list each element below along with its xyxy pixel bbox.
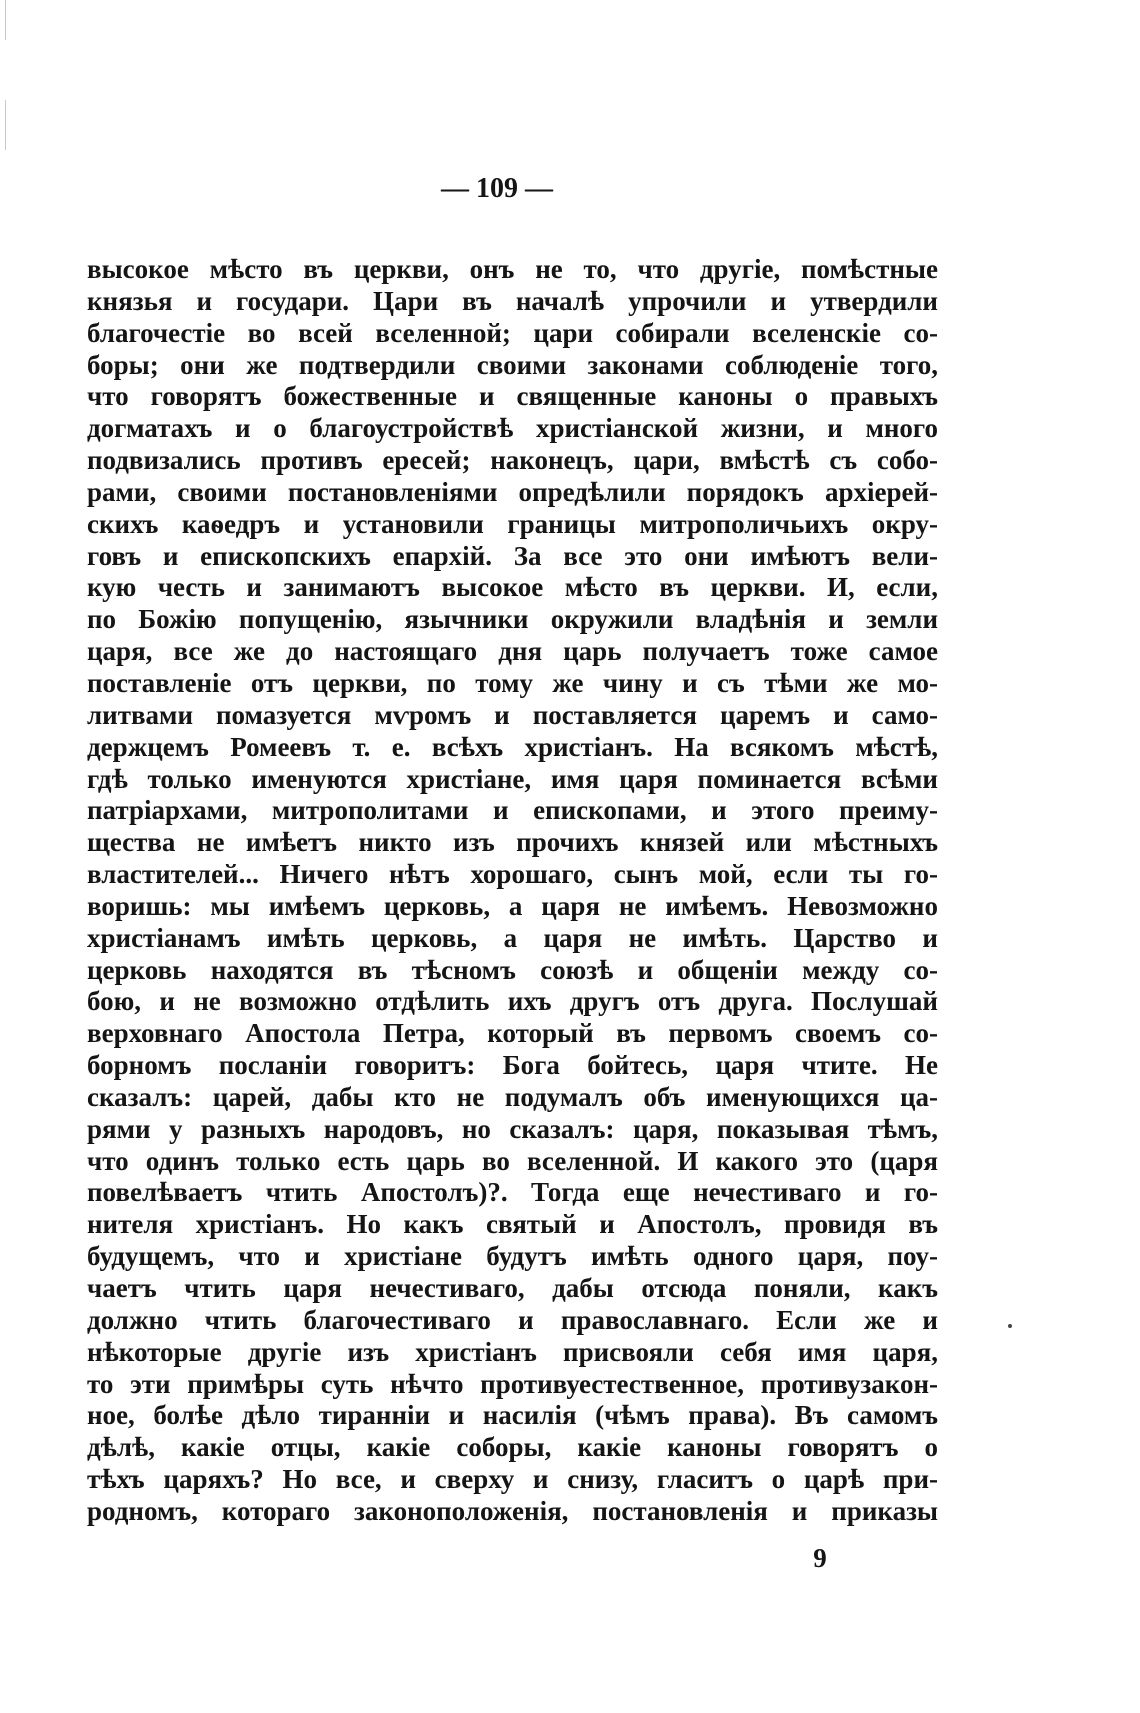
text-line — [87, 764, 938, 796]
text-line — [87, 445, 938, 477]
text-line — [87, 286, 938, 318]
text-line — [87, 1082, 938, 1114]
text-line — [87, 254, 938, 286]
text-line — [87, 1432, 938, 1464]
text-line-content: верховнаго Апостола Петра, который въ первомъ своемъ со- — [87, 1018, 938, 1049]
text-line-content: борномъ посланіи говоритъ: Бога бойтесь, царя чтите. Не — [87, 1050, 938, 1081]
text-line-content: что говорятъ божественные и священные каноны о правыхъ — [87, 381, 938, 412]
text-line-content: ное, болѣе дѣло тиранніи и насилія (чѣмъ права). Въ самомъ — [87, 1400, 938, 1431]
text-line-content: то эти примѣры суть нѣчто противуестественное, противузакон- — [87, 1368, 938, 1399]
text-line — [87, 350, 938, 382]
text-line-content: повелѣваетъ чтить Апостолъ)?. Тогда еще нечестиваго и го- — [87, 1177, 938, 1208]
text-line — [87, 668, 938, 700]
text-line — [87, 1273, 938, 1305]
text-line-content: сказалъ: царей, дабы кто не подумалъ объ именующихся ца- — [87, 1081, 938, 1112]
text-line-content: церковь находятся въ тѣсномъ союзѣ и общеніи между со- — [87, 954, 938, 985]
text-line-content: подвизались противъ ересей; наконецъ, цари, вмѣстѣ съ собо- — [87, 445, 938, 476]
text-line-content: литвами помазуется мѵромъ и поставляется царемъ и само- — [87, 699, 938, 730]
text-line — [87, 1496, 938, 1528]
text-line-content: догматахъ и о благоустройствѣ христіанской жизни, и много — [87, 413, 938, 444]
text-line-content: нѣкоторые другіе изъ христіанъ присвояли себя имя царя, — [87, 1336, 938, 1367]
text-line — [87, 1305, 938, 1337]
text-line-content: говъ и епископскихъ епархій. За все это они имѣютъ вели- — [87, 540, 938, 571]
text-line — [87, 859, 938, 891]
text-line-content: что одинъ только есть царь во вселенной. И какого это (царя — [87, 1145, 938, 1176]
text-line-content: чаетъ чтить царя нечестиваго, дабы отсюда поняли, какъ — [87, 1273, 938, 1303]
text-line — [87, 795, 938, 827]
text-line — [87, 477, 938, 509]
text-line-content: гдѣ только именуются христіане, имя царя поминается всѣми — [87, 763, 938, 794]
body-text — [87, 254, 938, 1528]
text-line — [87, 1337, 938, 1369]
text-line-content: по Божію попущенію, язычники окружили владѣнія и земли — [87, 604, 938, 635]
text-line — [87, 1050, 938, 1082]
text-line-content: должно чтить благочестиваго и православнаго. Если же и — [87, 1304, 938, 1335]
text-line-content: благочестіе во всей вселенной; цари собирали вселенскіе со- — [87, 317, 938, 348]
text-line — [87, 1018, 938, 1050]
text-line-content: щества не имѣетъ никто изъ прочихъ князей или мѣстныхъ — [87, 827, 938, 858]
page-number-header: — 109 — — [441, 173, 553, 204]
text-line — [87, 572, 938, 604]
text-line-content: бою, и не возможно отдѣлить ихъ другъ отъ друга. Послушай — [87, 986, 938, 1017]
text-line-content: нителя христіанъ. Но какъ святый и Апостолъ, провидя въ — [87, 1209, 938, 1240]
scan-edge-mark — [5, 100, 6, 150]
text-line-content: будущемъ, что и христіане будутъ имѣть одного царя, поу- — [87, 1241, 938, 1272]
text-line-content: дѣлѣ, какіе отцы, какіе соборы, какіе каноны говорятъ о — [87, 1432, 938, 1463]
text-line — [87, 891, 938, 923]
text-line — [87, 986, 938, 1018]
text-line — [87, 636, 938, 668]
text-line — [87, 541, 938, 573]
text-line-content: высокое мѣсто въ церкви, онъ не то, что другіе, помѣстные — [87, 254, 938, 284]
text-line-content: князья и государи. Цари въ началѣ упрочили и утвердили — [87, 285, 938, 316]
text-line — [87, 381, 938, 413]
text-line-content: царя, все же до настоящаго дня царь получаетъ тоже самое — [87, 636, 938, 667]
scan-edge-mark — [5, 0, 6, 40]
text-line — [87, 827, 938, 859]
text-line — [87, 1400, 938, 1432]
text-line — [87, 1146, 938, 1178]
text-line-content: родномъ, котораго законоположенія, постановленія и приказы — [87, 1495, 938, 1526]
text-line-content: скихъ каѳедръ и установили границы митрополичьихъ окру- — [87, 508, 938, 539]
text-line-content: патріархами, митрополитами и епископами, и этого преиму- — [87, 795, 938, 826]
text-line — [87, 955, 938, 987]
text-line — [87, 1464, 938, 1496]
text-line-content: рями у разныхъ народовъ, но сказалъ: царя, показывая тѣмъ, — [87, 1113, 938, 1144]
text-line — [87, 1209, 938, 1241]
text-line — [87, 1369, 938, 1401]
text-line-content: поставленіе отъ церкви, по тому же чину и съ тѣми же мо- — [87, 667, 938, 698]
text-line-content: кую честь и занимаютъ высокое мѣсто въ церкви. И, если, — [87, 572, 938, 603]
text-line-content: властителей... Ничего нѣтъ хорошаго, сынъ мой, если ты го- — [87, 859, 938, 890]
text-line — [87, 700, 938, 732]
text-line — [87, 1177, 938, 1209]
text-line — [87, 509, 938, 541]
text-line-content: воришь: мы имѣемъ церковь, а царя не имѣемъ. Невозможно — [87, 890, 938, 921]
text-line — [87, 732, 938, 764]
text-line — [87, 923, 938, 955]
text-line — [87, 1114, 938, 1146]
scan-speck — [1008, 1324, 1012, 1328]
text-line-content: боры; они же подтвердили своими законами соблюденіе того, — [87, 349, 938, 380]
text-line-content: рами, своими постановленіями опредѣлили порядокъ архіерей- — [87, 476, 938, 507]
text-line — [87, 413, 938, 445]
signature-mark: 9 — [813, 1543, 827, 1573]
text-line — [87, 604, 938, 636]
text-line — [87, 318, 938, 350]
text-line-content: держцемъ Ромеевъ т. е. всѣхъ христіанъ. На всякомъ мѣстѣ, — [87, 731, 938, 762]
text-line — [87, 1241, 938, 1273]
text-line-content: тѣхъ царяхъ? Но все, и сверху и снизу, гласитъ о царѣ при- — [87, 1464, 938, 1495]
text-line-content: христіанамъ имѣть церковь, а царя не имѣть. Царство и — [87, 922, 938, 953]
